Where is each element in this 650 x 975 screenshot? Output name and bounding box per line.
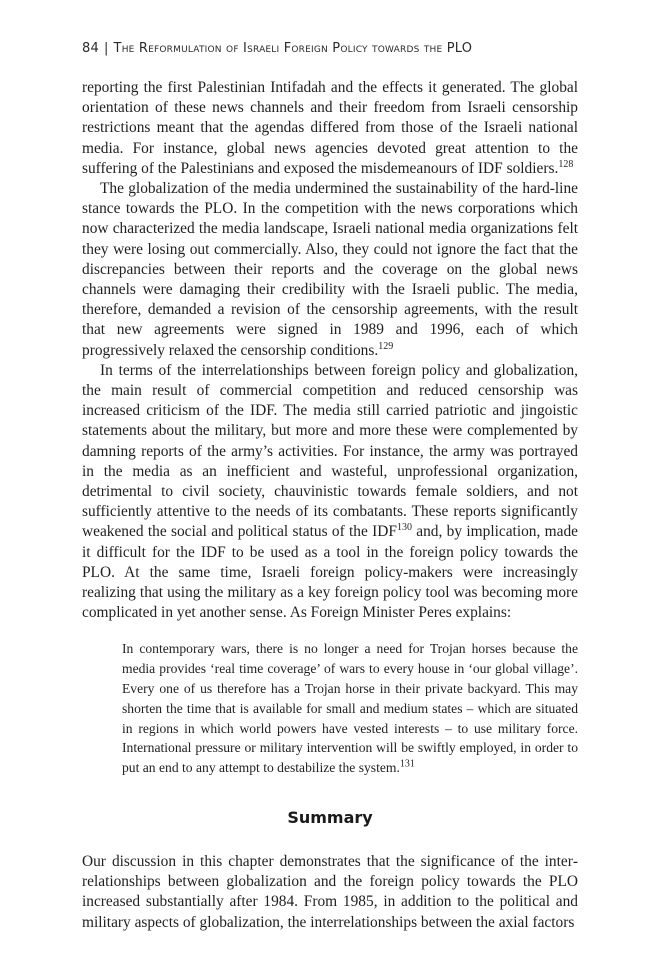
paragraph-3-text-after: and, by implication, made it difficult for the IDF to be used as a tool in the foreign policy towards the PLO. At the same time, Israeli foreign policy-makers were increasingly realizing that using the military as a key foreign policy tool was becoming more complicated in yet another sense. As Foreign Minister Peres explains: — [82, 523, 578, 622]
paragraph-2 — [82, 179, 578, 361]
paragraph-1-text: reporting the first Palestinian Intifadah and the effects it generated. The global orientation of these news channels and their freedom from Israeli censorship restrictions meant that the agendas differed from those of the Israeli national media. For instance, global news agencies devoted great attention to the suffering of the Palestinians and exposed the misdemeanours of IDF soldiers. — [82, 79, 578, 177]
body-text — [82, 78, 578, 623]
summary-text — [82, 852, 578, 933]
paragraph-2-text: The globalization of the media undermined the sustainability of the hard-line stance towards the PLO. In the competition with the news corporations which now characterized the media landscape, Israeli national media organizations felt they were losing out commercially. Also, they could not ignore the fact that the discrepancies between their reports and the coverage on the global news channels were damaging their credibility with the Israeli public. The media, therefore, demanded a revision of the censorship agreements, with the result that new agreements were signed in 1989 and 1996, each of which progressively relaxed the censorship conditions. — [82, 180, 578, 359]
paragraph-3 — [82, 361, 578, 624]
running-head — [82, 38, 578, 60]
running-head-title: The Reformulation of Israeli Foreign Policy towards the PLO — [113, 41, 473, 56]
book-page — [82, 38, 578, 933]
paragraph-1 — [82, 78, 578, 179]
block-quote-text: In contemporary wars, there is no longer a need for Trojan horses because the media provides ‘real time coverage’ of wars to every house in ‘our global village’. Every one of us therefore has a Trojan horse in their private backyard. This may shorten the time that is available for small and medium states – which are situated in regions in which world powers have vested interests – to use military force. International pressure or military intervention will be swiftly employed, in order to put an end to any attempt to destabilize the system. — [122, 641, 578, 776]
summary-paragraph: Our discussion in this chapter demonstrates that the significance of the interrelationships between globalization and the foreign policy towards the PLO increased substantially after 1984. From 1985, in addition to the political and military aspects of globalization, the interrelationships between the axial factors — [82, 853, 578, 931]
running-head-separator: | — [103, 41, 109, 56]
paragraph-3-text-before: In terms of the interrelationships between foreign policy and globalization, the main result of commercial competition and reduced censorship was increased criticism of the IDF. The media still carried patriotic and jingoistic statements about the military, but more and more these were complemented by damning reports of the army’s activities. For instance, the army was portrayed in the media as an inefficient and wasteful, unprofessional organization, detrimental to civil society, chauvinistic towards female soldiers, and not sufficiently attentive to the needs of its combatants. These reports significantly weakened the social and political status of the IDF — [82, 361, 578, 541]
footnote-ref-128[interactable]: 128 — [558, 158, 574, 170]
page-number: 84 — [82, 41, 99, 56]
footnote-ref-130[interactable]: 130 — [396, 522, 412, 534]
footnote-ref-131[interactable]: 131 — [399, 758, 415, 770]
block-quote — [122, 639, 578, 778]
section-heading-summary: Summary — [287, 808, 373, 828]
footnote-ref-129[interactable]: 129 — [378, 340, 394, 352]
